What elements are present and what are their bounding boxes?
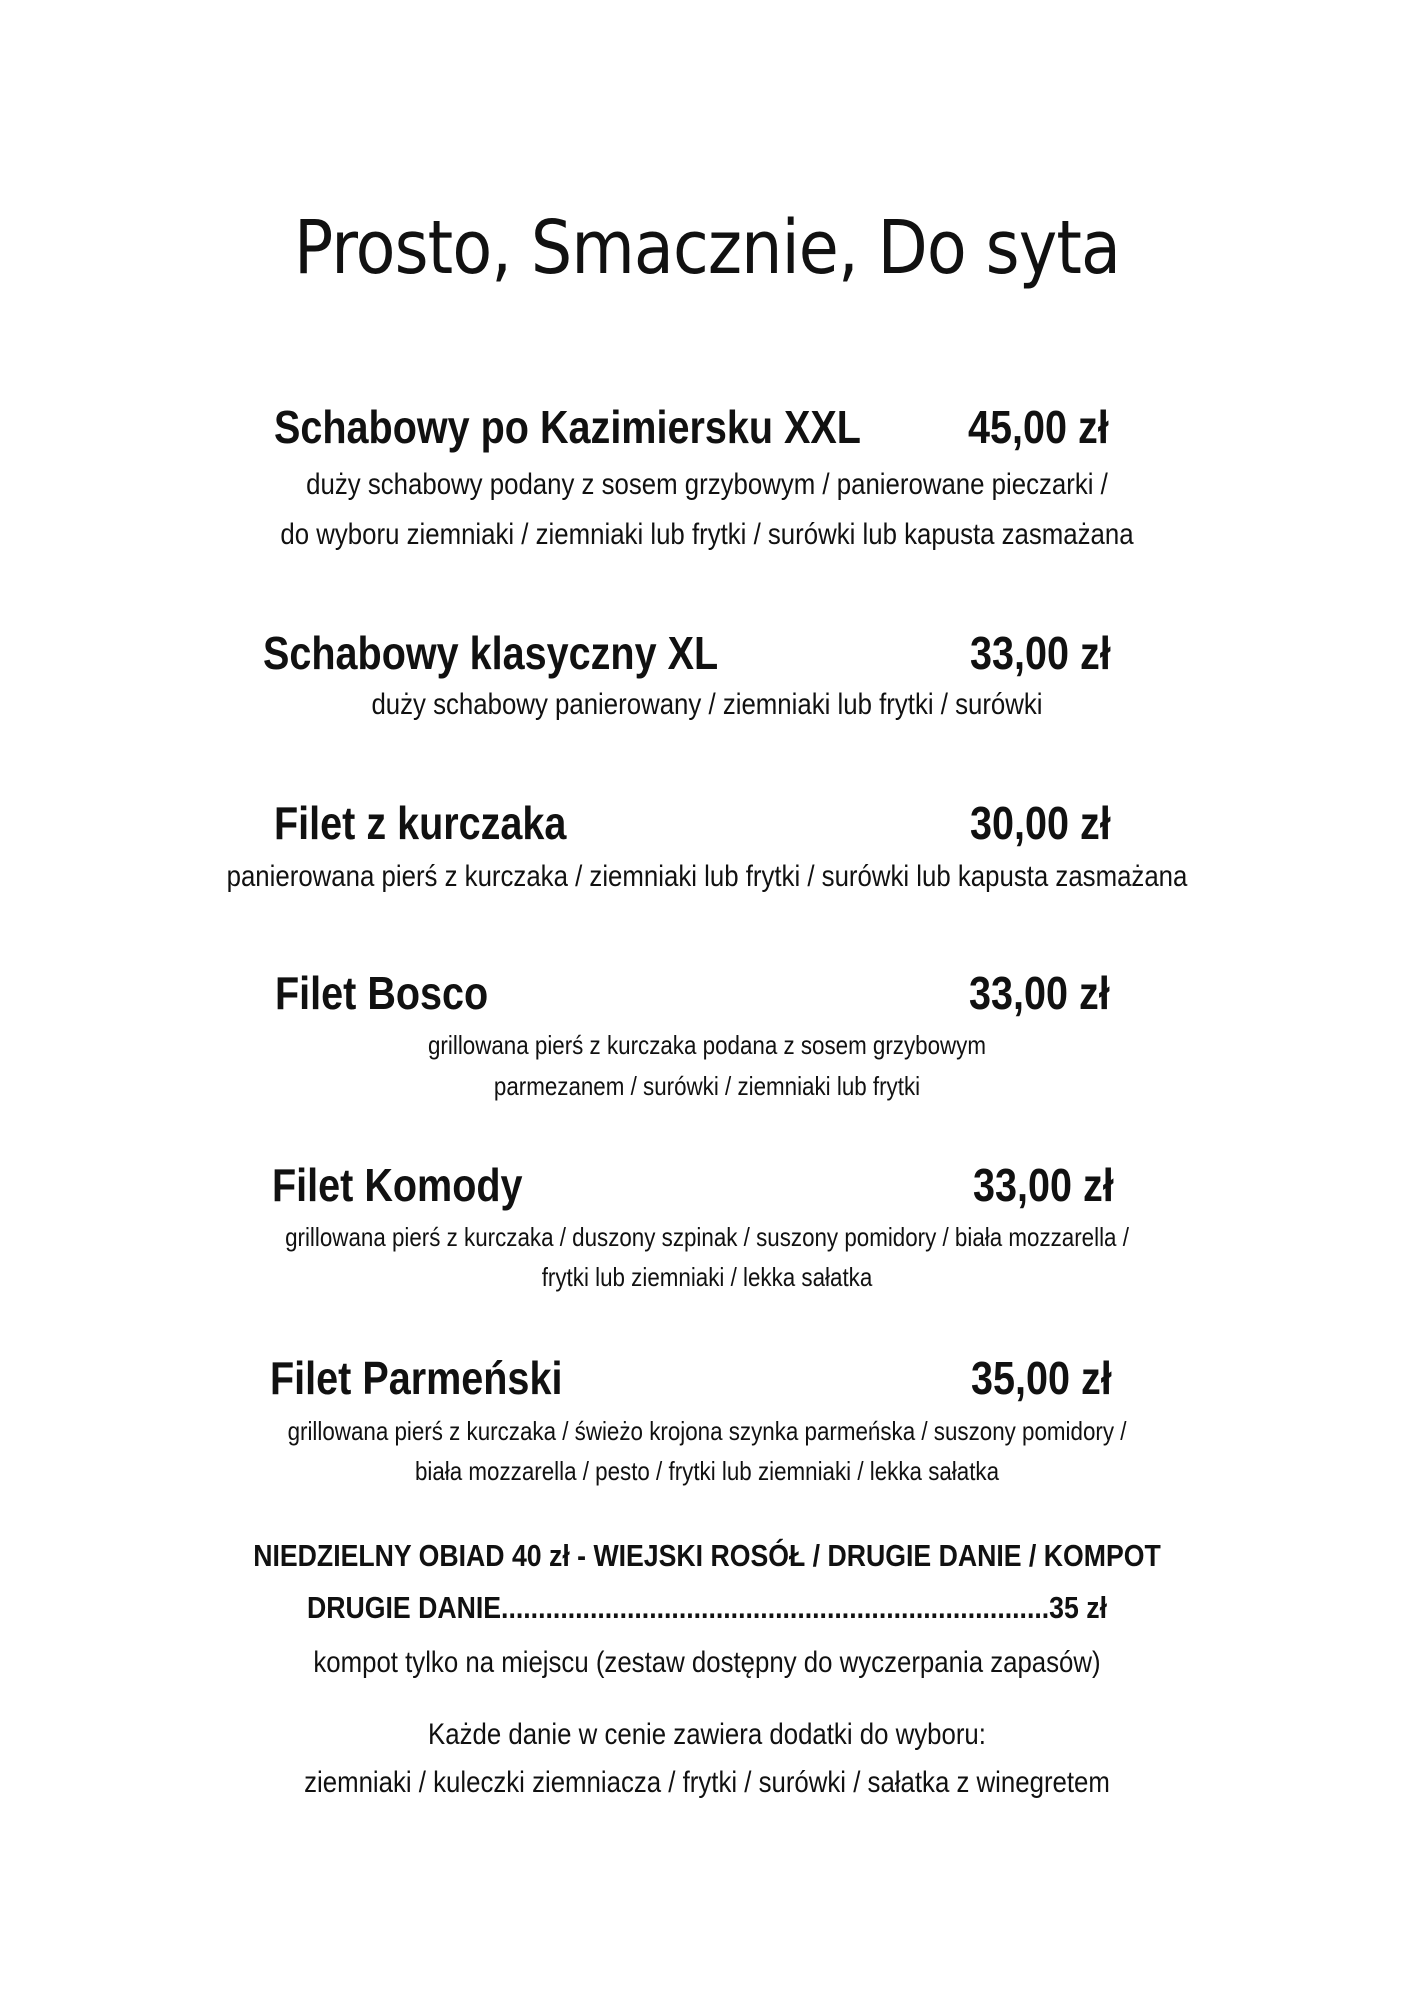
- dish-description: do wyboru ziemniaki / ziemniaki lub frytki / surówki lub kapusta zasmażana: [280, 518, 1134, 551]
- dish-description: duży schabowy podany z sosem grzybowym / panierowane pieczarki /: [306, 468, 1108, 501]
- sunday-note: kompot tylko na miejscu (zestaw dostępny do wyczerpania zapasów): [313, 1646, 1101, 1679]
- second-course-line: DRUGIE DANIE..........................................................................35 zł: [307, 1590, 1107, 1625]
- dish-description: parmezanem / surówki / ziemniaki lub frytki: [493, 1071, 921, 1101]
- dish-price: 33,00 zł: [970, 627, 1111, 679]
- dish-price: 33,00 zł: [969, 967, 1110, 1019]
- dish-description: panierowana pierś z kurczaka / ziemniaki lub frytki / surówki lub kapusta zasmażana: [226, 860, 1188, 893]
- footer-line: ziemniaki / kuleczki ziemniacza / frytki / surówki / sałatka z winegretem: [304, 1766, 1110, 1799]
- dish-description: grillowana pierś z kurczaka / duszony szpinak / suszony pomidory / biała mozzarella /: [285, 1222, 1129, 1252]
- dish-price: 30,00 zł: [970, 797, 1111, 849]
- dish-description: duży schabowy panierowany / ziemniaki lub frytki / surówki: [371, 688, 1043, 721]
- dish-name: Filet Parmeński: [270, 1352, 563, 1404]
- dish-description: biała mozzarella / pesto / frytki lub ziemniaki / lekka sałatka: [414, 1456, 1000, 1486]
- dish-price: 45,00 zł: [968, 401, 1109, 453]
- footer-line: Każde danie w cenie zawiera dodatki do wyboru:: [428, 1718, 986, 1751]
- dish-price: 35,00 zł: [971, 1352, 1112, 1404]
- dish-name: Schabowy po Kazimiersku XXL: [274, 401, 861, 453]
- sunday-special-title: NIEDZIELNY OBIAD 40 zł - WIEJSKI ROSÓŁ / DRUGIE DANIE / KOMPOT: [253, 1538, 1161, 1573]
- dish-name: Filet z kurczaka: [274, 797, 567, 849]
- menu-title: Prosto, Smacznie, Do syta: [293, 205, 1121, 291]
- dish-name: Filet Komody: [272, 1159, 523, 1211]
- dish-description: frytki lub ziemniaki / lekka sałatka: [541, 1262, 873, 1292]
- dish-price: 33,00 zł: [973, 1159, 1114, 1211]
- dish-description: grillowana pierś z kurczaka / świeżo krojona szynka parmeńska / suszony pomidory /: [287, 1416, 1127, 1446]
- dish-name: Filet Bosco: [275, 967, 489, 1019]
- dish-description: grillowana pierś z kurczaka podana z sosem grzybowym: [427, 1030, 987, 1060]
- dish-name: Schabowy klasyczny XL: [263, 627, 719, 679]
